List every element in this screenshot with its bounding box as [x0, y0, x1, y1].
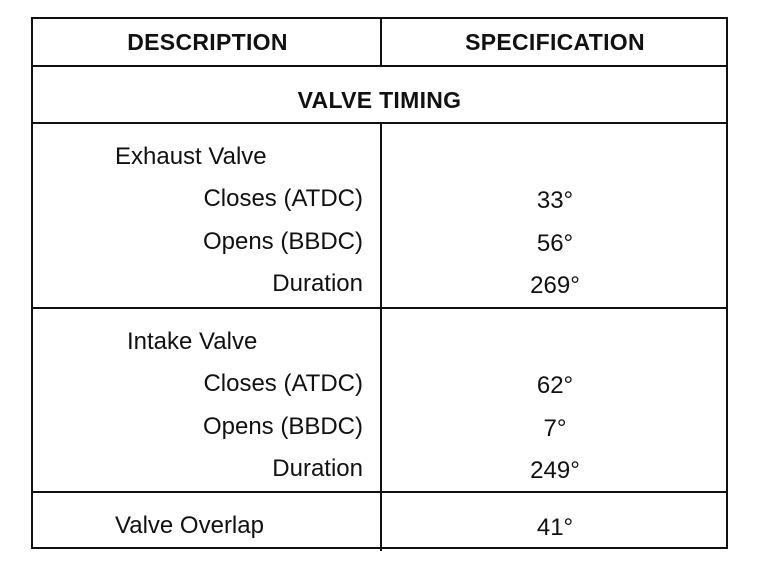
exhaust-duration-value: 269°	[530, 272, 580, 299]
intake-closes-value: 62°	[536, 372, 574, 399]
exhaust-valve-label: Exhaust Valve	[115, 143, 267, 170]
exhaust-closes-value: 33°	[536, 187, 574, 214]
intake-duration-value: 249°	[530, 457, 580, 484]
exhaust-opens-label: Opens (BBDC)	[202, 228, 363, 255]
section-title: VALVE TIMING	[297, 87, 462, 113]
valve-timing-spec-table	[31, 17, 728, 549]
exhaust-duration-label: Duration	[272, 270, 363, 297]
intake-duration-label: Duration	[272, 455, 363, 482]
intake-valve-label: Intake Valve	[127, 328, 258, 355]
exhaust-opens-value: 56°	[536, 230, 574, 257]
intake-opens-label: Opens (BBDC)	[202, 413, 363, 440]
header-specification: SPECIFICATION	[465, 29, 645, 55]
intake-opens-value: 7°	[543, 415, 567, 442]
valve-overlap-label: Valve Overlap	[115, 512, 264, 539]
valve-overlap-value: 41°	[536, 514, 574, 541]
intake-closes-label: Closes (ATDC)	[203, 370, 363, 397]
exhaust-closes-label: Closes (ATDC)	[203, 185, 363, 212]
header-description: DESCRIPTION	[127, 29, 288, 55]
